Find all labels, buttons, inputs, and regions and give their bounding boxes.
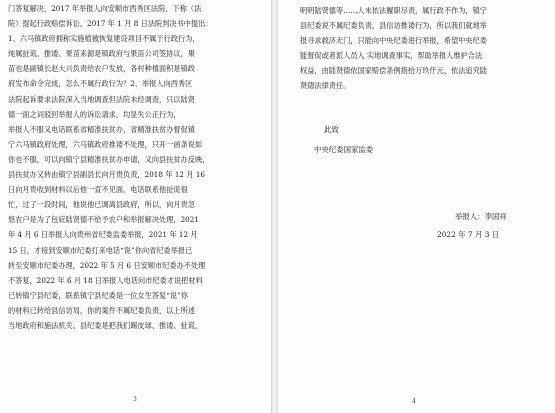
body-text-line: 县扶贫办又转由镇宁县副县长向月贵负责，2018 年 12 月 16 — [8, 170, 206, 180]
body-text-line: 宁六马镇政府处理，六马镇政府推诿不处理，只开一函条说如 — [8, 139, 203, 149]
body-text-line: 纯属扯谎、推诿、果苗来源是镇政府与果苗公司签协议，果 — [8, 49, 195, 59]
body-text-line: 苗也是副镇长赵大兴负责给农户发放，各村种植面积是镇政 — [8, 64, 195, 74]
body-text-line: 你也不服，可以向镇宁县精准扶贫办申请，又向县扶贫办反映， — [8, 154, 210, 164]
page-number-left: 3 — [133, 396, 137, 403]
body-text-line: 县纪委说不属纪委负责，县信访推诿行为，所以我们就地举 — [300, 21, 487, 31]
body-text-line: 15 日，才接到安顺市纪委打来电话“说”你向省纪委举报已 — [8, 245, 193, 255]
body-text-line: 忙，过了一段时间，他说他已调离县政府，所以，向月贵忽 — [8, 200, 195, 210]
body-text-line: 日向月贵收到材料以后他一直不见面，电话联系他扯谎很 — [8, 185, 188, 195]
body-text-line: 悠农户是为了包庇陆贤德不给予农户和举报解决处理，2021 — [8, 215, 199, 225]
signature-date: 2022 年 7 月 3 日 — [437, 230, 500, 239]
body-text-line: 的材料已转给县信访局，你的案件不属纪委负责，以上所述 — [8, 305, 195, 315]
body-text-line: 不答复，2022 年 6 月 18 日举报人电话问市纪委才说把材料 — [8, 275, 203, 285]
closing-salutation: 此致 — [324, 125, 339, 134]
closing-addressee: 中央纪委国家监委 — [314, 145, 374, 154]
body-text-line: 权益，由陆贤德依国家赔偿条例措拾万玖仟元，依法追究陆 — [300, 66, 487, 76]
signature-line: 举报人：李国祥 — [455, 212, 507, 221]
body-text-line: 报寻求救济无门，只能向中央纪委进行举报，希望中央纪委 — [300, 36, 487, 46]
body-text-line: 贤德法律责任。 — [300, 81, 351, 91]
body-text-line: 年 4 月 6 日举报人向贵州省纪委监委举报，2021 年 12 月 — [8, 230, 198, 240]
body-text-line: 院）提起行政赔偿诉讼，2017 年 1 月 8 日法院判决书中提出： — [8, 19, 213, 29]
body-text-line: 转至安顺市纪委办理，2022 年 5 月 6 日安顺市纪委办不处理 — [8, 260, 206, 270]
body-text-line: 1、六马镇政府拥称实施植被恢复建设项目不属于行政行为， — [8, 34, 200, 44]
body-text-line: 门答复解决，2017 年举报人向安顺市西秀区法院，下称（法 — [8, 4, 202, 13]
body-text-line: 明明陆贤德等……人未依法履职尽责，属行政不作为，镇宁 — [300, 6, 487, 15]
left-page-body — [8, 1, 270, 333]
right-page-body — [300, 3, 550, 94]
body-text-line: 法院起诉要求法院深入当地调查但法院未经调查，只以陆贤 — [8, 94, 195, 104]
body-text-line: 能督促或者派人员入 实地调查事实，帮助举报人维护合法 — [300, 51, 483, 61]
body-text-line: 已转镇宁县纪委，联系镇宁县纪委是一位女生答复“说”你 — [8, 290, 188, 300]
page-number-right: 4 — [412, 398, 416, 405]
body-text-line: 德一面之词驳回举报人的诉讼请求，均显失公正行为， — [8, 109, 181, 119]
body-text-line: 当地政府和施法机关、县纪委是把我们踢皮球、推诿、扯谎， — [8, 320, 203, 330]
body-text-line: 府发布命令完成，怎么不属行政行为？2、举报人向西秀区 — [8, 79, 193, 89]
body-text-line: 举报人不服又电话联系省精准扶贫办，省精准扶贫办督促镇 — [8, 124, 195, 134]
